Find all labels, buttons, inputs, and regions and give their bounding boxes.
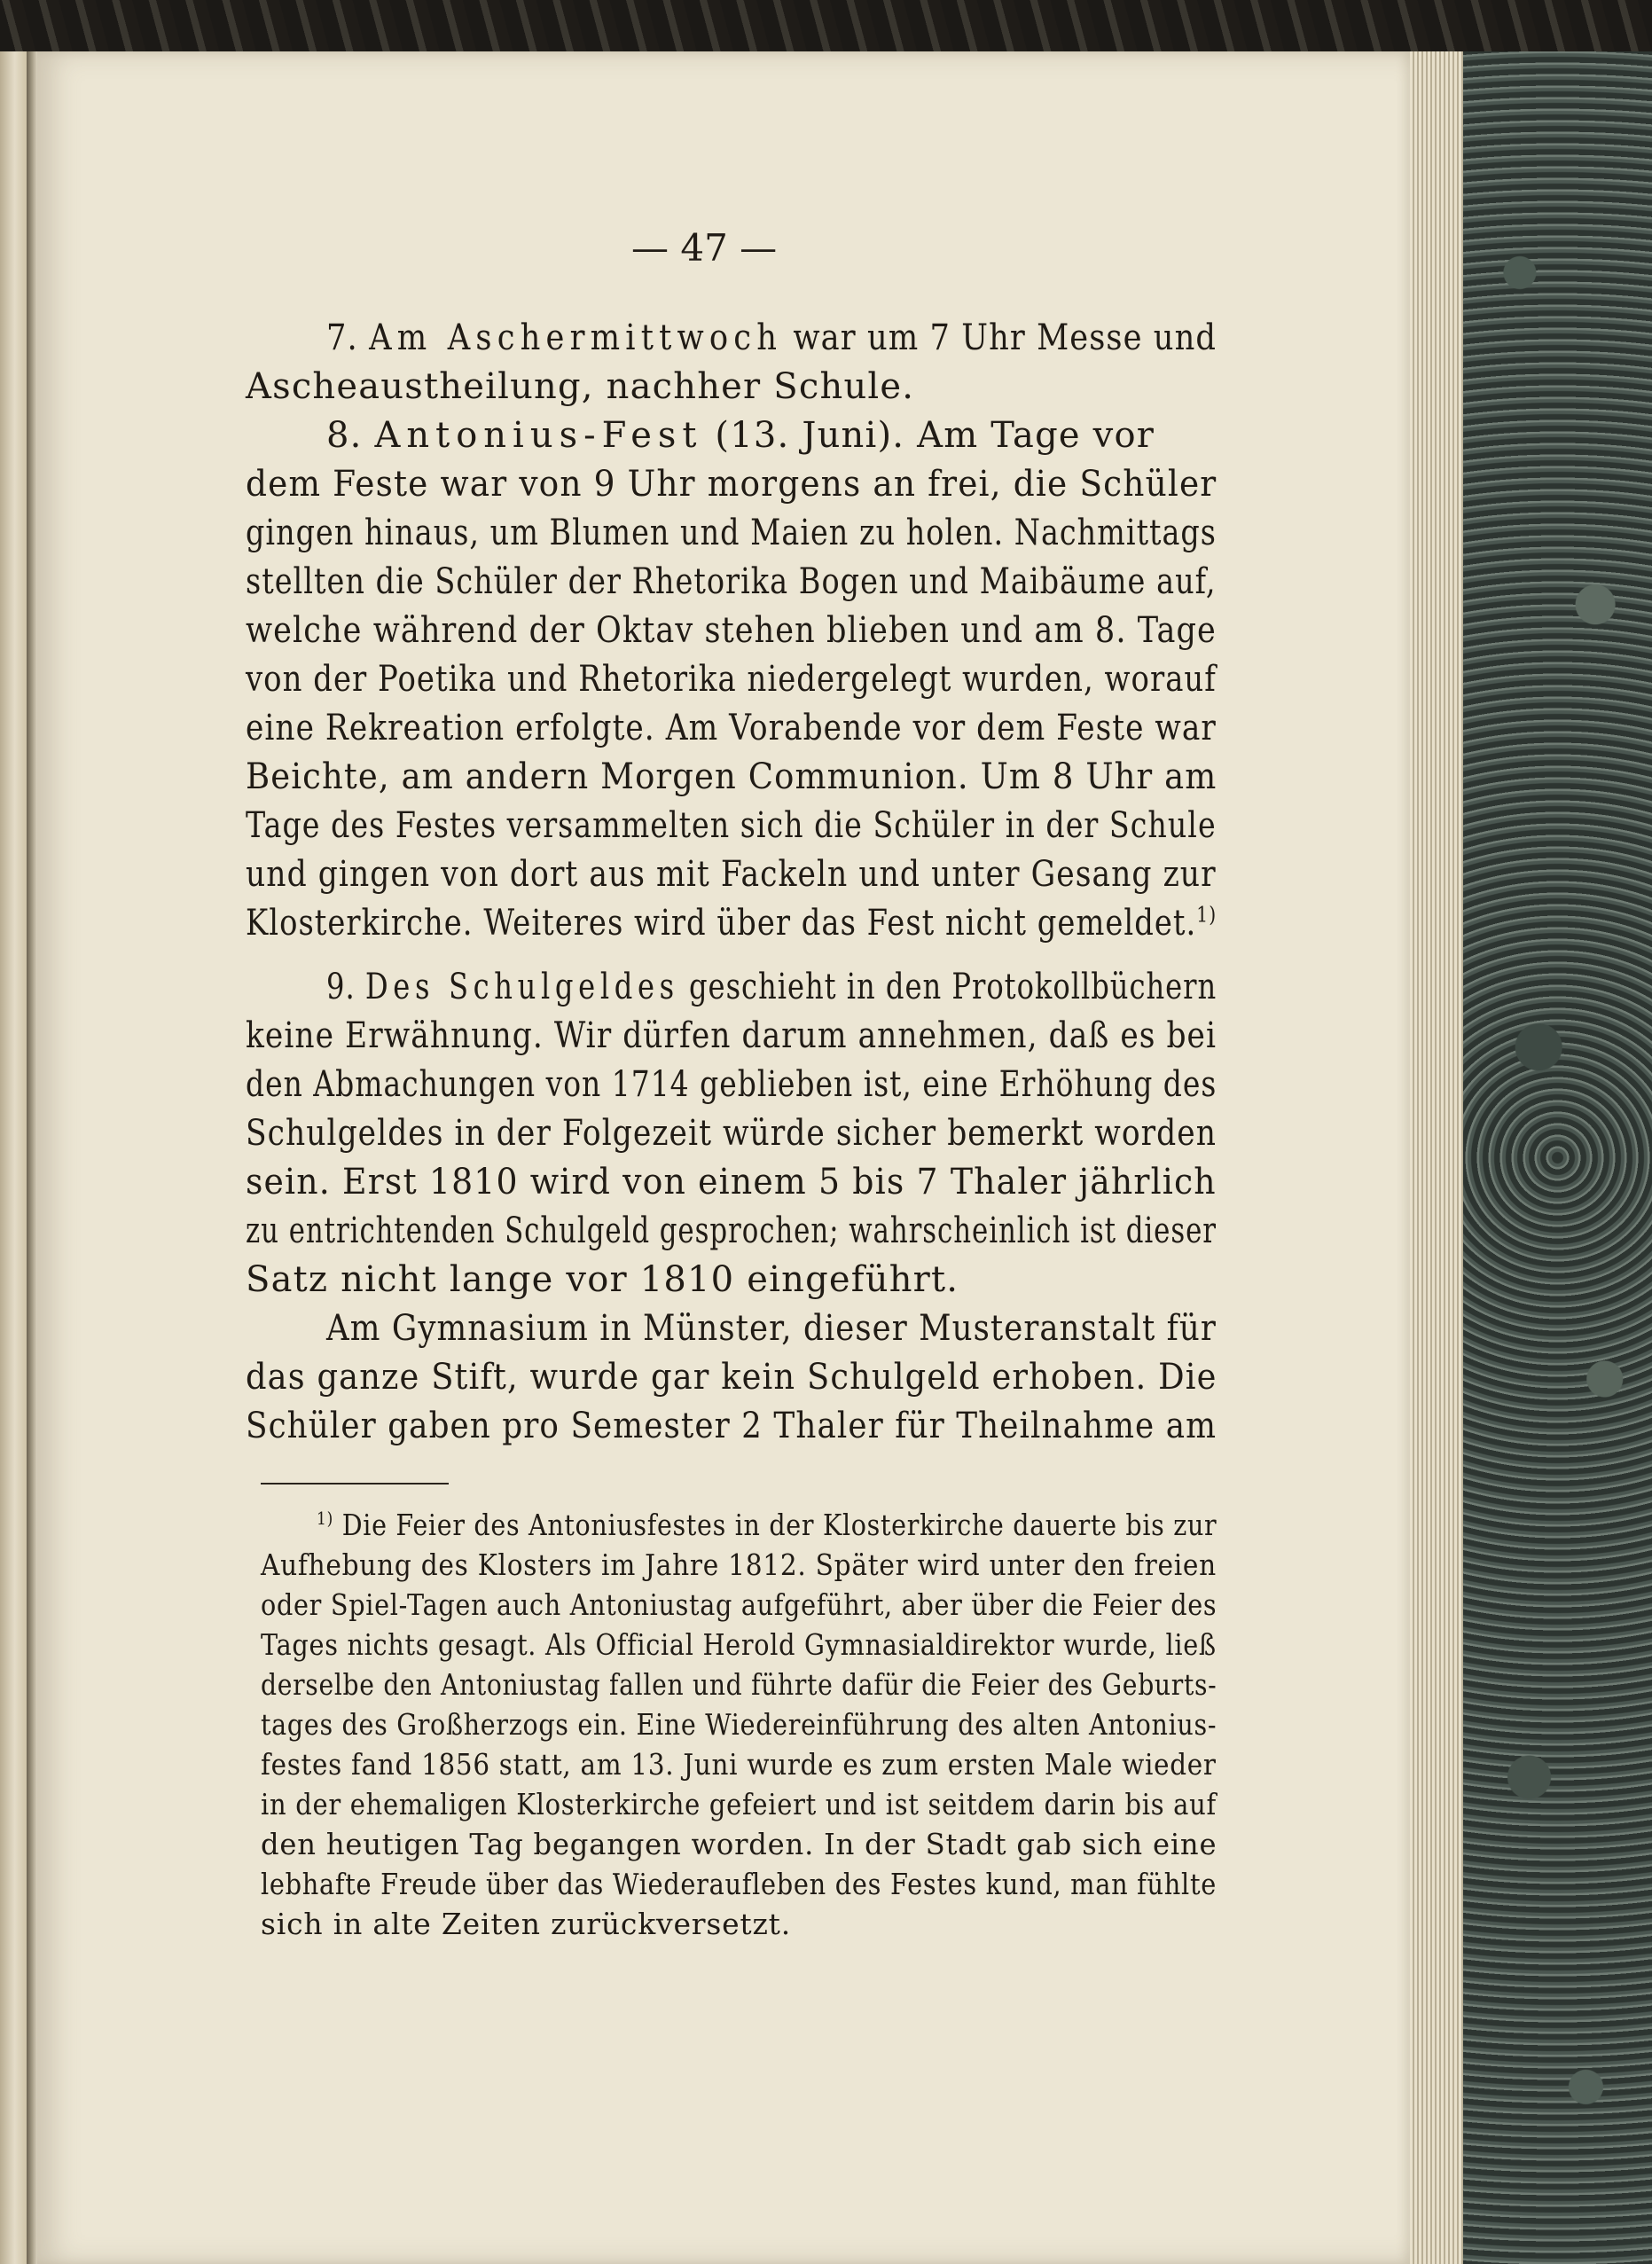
facing-page-edge [0, 51, 27, 2264]
body-line-spaced: Antonius-Fest [374, 415, 703, 456]
body-line: Am Gymnasium in Münster, dieser Musteranstalt für [326, 1308, 1217, 1349]
body-line: sein. Erst 1810 wird von einem 5 bis 7 Thaler jährlich [246, 1162, 1217, 1203]
body-line [326, 317, 1217, 358]
page-number: — 47 — [631, 226, 778, 270]
footnote-line: Aufhebung des Klosters im Jahre 1812. Später wird unter den freien [261, 1547, 1217, 1582]
page-edges [1410, 51, 1463, 2264]
body-line-pre: 8. [326, 415, 375, 456]
body-line [326, 967, 1217, 1007]
footnote-line: in der ehemaligen Klosterkirche gefeiert und ist seitdem darin bis auf [261, 1787, 1217, 1821]
marbled-cover [1463, 51, 1652, 2264]
footnote-line: derselbe den Antoniustag fallen und führte dafür die Feier des Geburts- [261, 1667, 1217, 1702]
footnote-text: Die Feier des Antoniusfestes in der Klosterkirche dauerte bis zur [333, 1508, 1217, 1542]
body-line: dem Feste war von 9 Uhr morgens an frei, die Schüler [246, 464, 1217, 505]
body-line: keine Erwähnung. Wir dürfen darum annehmen, daß es bei [246, 1015, 1217, 1056]
body-line: zu entrichtenden Schulgeld gesprochen; wahrscheinlich ist dieser [246, 1210, 1217, 1251]
body-line: stellten die Schüler der Rhetorika Bogen und Maibäume auf, [246, 561, 1217, 602]
body-line [246, 903, 1217, 944]
body-line: Schulgeldes in der Folgezeit würde sicher bemerkt worden [246, 1113, 1217, 1154]
book-gutter [27, 51, 37, 2264]
body-line: von der Poetika und Rhetorika niedergelegt wurden, worauf [246, 659, 1217, 700]
footnote-line: tages des Großherzogs ein. Eine Wiedereinführung des alten Antonius- [261, 1707, 1217, 1742]
footnote-number: 1) [317, 1508, 333, 1529]
body-line: eine Rekreation erfolgte. Am Vorabende vor dem Feste war [246, 708, 1217, 748]
body-line-post: (13. Juni). Am Tage vor [702, 415, 1155, 456]
body-line-spaced: Am Aschermittwoch [369, 317, 783, 358]
body-line-post: geschieht in den Protokollbüchern [678, 967, 1217, 1007]
body-line-spaced: Des Schulgeldes [364, 967, 679, 1007]
body-line: Beichte, am andern Morgen Communion. Um 8 Uhr am [246, 756, 1217, 797]
body-line [326, 415, 1155, 456]
footnote-line: oder Spiel-Tagen auch Antoniustag aufgeführt, aber über die Feier des [261, 1587, 1217, 1622]
body-line-post: war um 7 Uhr Messe und [782, 317, 1217, 358]
body-line: das ganze Stift, wurde gar kein Schulgeld erhoben. Die [246, 1357, 1217, 1398]
body-line: Ascheaustheilung, nachher Schule. [246, 366, 915, 407]
body-line-text: Klosterkirche. Weiteres wird über das Fest nicht gemeldet. [246, 903, 1197, 944]
footnote-line: den heutigen Tag begangen worden. In der Stadt gab sich eine [261, 1827, 1217, 1861]
body-line: und gingen von dort aus mit Fackeln und unter Gesang zur [246, 854, 1217, 895]
body-line: welche während der Oktav stehen blieben und am 8. Tage [246, 610, 1217, 651]
footnote-line: festes fand 1856 statt, am 13. Juni wurde es zum ersten Male wieder [261, 1747, 1217, 1782]
body-line: Schüler gaben pro Semester 2 Thaler für Theilnahme am [246, 1406, 1217, 1446]
footnote-marker: 1) [1196, 902, 1217, 928]
body-line: Tage des Festes versammelten sich die Schüler in der Schule [246, 805, 1217, 846]
footnote-rule [261, 1483, 449, 1485]
footnote-line [317, 1508, 1217, 1542]
body-line: Satz nicht lange vor 1810 eingeführt. [246, 1259, 959, 1300]
scan-top-edge [0, 0, 1652, 55]
body-line-pre: 9. [326, 967, 365, 1007]
body-line: gingen hinaus, um Blumen und Maien zu holen. Nachmittags [246, 513, 1217, 553]
body-line-pre: 7. [326, 317, 370, 358]
footnote-line: sich in alte Zeiten zurückversetzt. [261, 1907, 792, 1941]
footnote-line: Tages nichts gesagt. Als Official Herold Gymnasialdirektor wurde, ließ [261, 1627, 1217, 1662]
body-line: den Abmachungen von 1714 geblieben ist, eine Erhöhung des [246, 1064, 1217, 1105]
footnote-line: lebhafte Freude über das Wiederaufleben des Festes kund, man fühlte [261, 1867, 1217, 1901]
